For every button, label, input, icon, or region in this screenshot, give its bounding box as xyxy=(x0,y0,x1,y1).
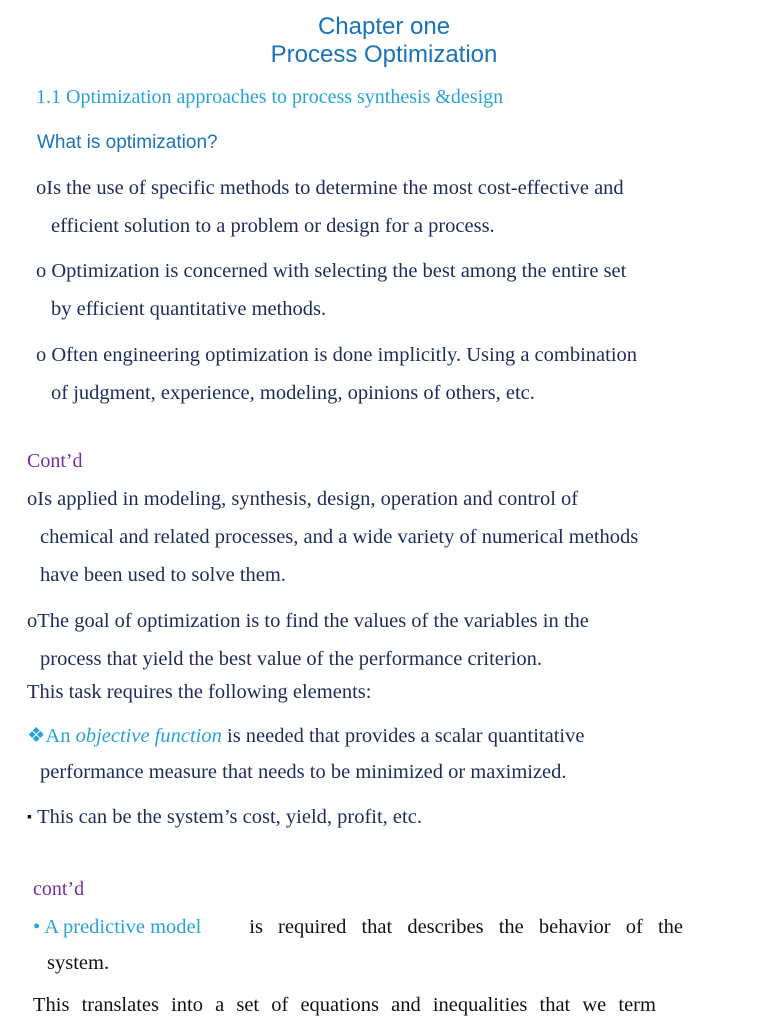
contd-heading-2: cont’d xyxy=(33,878,85,900)
predictive-model-line2: system. xyxy=(47,952,110,974)
objective-term: objective function xyxy=(75,725,222,747)
predictive-rest: is required that describes the behavior of the xyxy=(249,916,683,938)
predictive-term: A predictive model xyxy=(44,916,202,938)
task-line: This task requires the following elements: xyxy=(27,681,372,703)
contd-heading-1: Cont’d xyxy=(27,450,83,472)
block2-bullet1-line3: have been used to solve them. xyxy=(40,564,286,586)
block1-bullet3-line2: of judgment, experience, modeling, opinions of others, etc. xyxy=(51,382,535,404)
block2-bullet1-line2: chemical and related processes, and a wide variety of numerical methods xyxy=(40,526,639,548)
block1-bullet2-line2: by efficient quantitative methods. xyxy=(51,298,327,320)
square-bullet-line xyxy=(27,806,422,829)
block2-bullet2-line2: process that yield the best value of the performance criterion. xyxy=(40,648,543,670)
block2-bullet2-line1: oThe goal of optimization is to find the values of the variables in the xyxy=(27,610,589,632)
square-bullet-text: This can be the system’s cost, yield, profit, etc. xyxy=(37,806,422,828)
round-bullet-icon: • xyxy=(33,916,41,938)
diamond-bullet-icon: ❖ xyxy=(27,725,46,747)
predictive-model-line1 xyxy=(33,916,683,939)
translate-text: This translates into a set of equations and inequalities that we term xyxy=(33,994,656,1016)
block2-bullet1-line1: oIs applied in modeling, synthesis, design, operation and control of xyxy=(27,488,579,510)
question-heading: What is optimization? xyxy=(37,132,218,153)
objective-rest: is needed that provides a scalar quantitative xyxy=(221,725,585,747)
block1-bullet2-line1: o Optimization is concerned with selecting the best among the entire set xyxy=(36,260,627,282)
objective-function-line2: performance measure that needs to be minimized or maximized. xyxy=(40,761,567,783)
objective-function-line1 xyxy=(27,723,584,748)
chapter-subtitle: Process Optimization xyxy=(270,41,498,68)
square-bullet-icon: ▪ xyxy=(27,810,32,825)
predictive-bullet-group xyxy=(33,916,201,939)
translate-line xyxy=(33,994,683,1017)
objective-prefix: An xyxy=(45,725,76,747)
section-heading: 1.1 Optimization approaches to process synthesis &design xyxy=(36,86,504,108)
block1-bullet1-line1: oIs the use of specific methods to determine the most cost-effective and xyxy=(36,177,624,199)
block1-bullet1-line2: efficient solution to a problem or design for a process. xyxy=(51,215,495,237)
block1-bullet3-line1: o Often engineering optimization is done implicitly. Using a combination xyxy=(36,344,638,366)
chapter-title: Chapter one xyxy=(317,13,451,40)
